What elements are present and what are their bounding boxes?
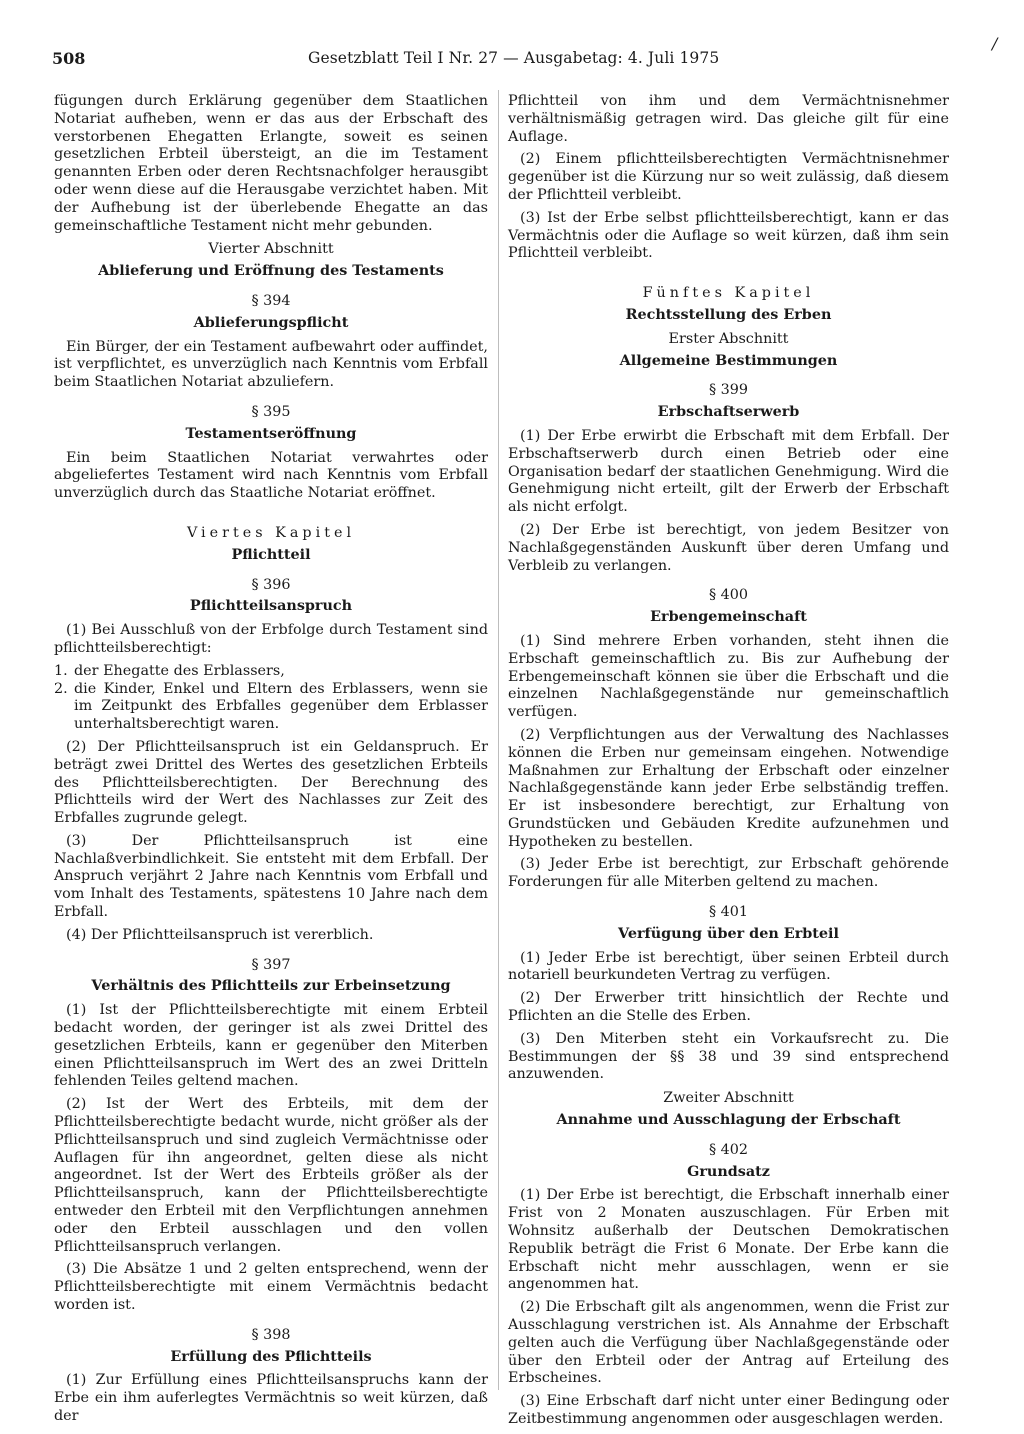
- column-divider: [498, 90, 499, 1390]
- paragraph-title: Erbengemeinschaft: [650, 609, 807, 626]
- chapter-title: Pflichtteil: [231, 546, 311, 563]
- header-title: Gesetzblatt Teil I Nr. 27 — Ausgabetag: 4. Juli 1975: [308, 49, 720, 67]
- paragraph-title: Ablieferungspflicht: [193, 314, 349, 331]
- paragraph-number: § 395: [251, 403, 291, 420]
- list-item: [54, 663, 488, 681]
- section-title: Ablieferung und Eröffnung des Testaments: [98, 263, 444, 280]
- paragraph-title: Testamentseröffnung: [185, 425, 357, 442]
- paragraph: (3) Ist der Erbe selbst pflichtteilsberechtigt, kann er das Vermächtnis oder die Auflage so weit kürzen, daß ihm sein Pflichtteil verbleibt.: [508, 209, 949, 262]
- list-text: der Ehegatte des Erblassers,: [74, 662, 285, 679]
- chapter-heading: Fünftes Kapitel: [642, 285, 815, 302]
- paragraph: (3) Die Absätze 1 und 2 gelten entsprechend, wenn der Pflichtteilsberechtigte mit einem Vermächtnis bedacht worden ist.: [54, 1261, 488, 1314]
- paragraph: (1) Zur Erfüllung eines Pflichtteilsanspruchs kann der Erbe ein ihm auferlegtes Vermächtnis so weit kürzen, daß der: [54, 1372, 488, 1424]
- paragraph: (2) Die Erbschaft gilt als angenommen, wenn die Frist zur Ausschlagung verstrichen ist. Als Annahme der Erbschaft gelten auch die Verfügung über Nachlaßgegenstände oder über den Erbteil oder der Antrag auf Erteilung des Erbscheines.: [508, 1299, 949, 1387]
- paragraph: (2) Ist der Wert des Erbteils, mit dem der Pflichtteilsberechtigte bedacht wurde, nicht größer als der Pflichtteilsanspruch und sind zugleich Vermächtnisse oder Auflagen für ihn angeordnet, gelten diese als nicht angeordnet. Ist der Wert des Erbteils größer als der Pflichtteilsanspruch, kann der Pflichtteilsberechtigte entweder den Erbteil mit den Verpflichtungen annehmen oder den Erbteil ausschlagen und den vollen Pflichtteilsanspruch verlangen.: [54, 1096, 488, 1255]
- paragraph: (2) Der Erbe ist berechtigt, von jedem Besitzer von Nachlaßgegenständen Auskunft über deren Umfang und Verbleib zu verlangen.: [508, 521, 949, 574]
- paragraph: (3) Jeder Erbe ist berechtigt, zur Erbschaft gehörende Forderungen für alle Miterben geltend zu machen.: [508, 856, 949, 891]
- chapter-title: Rechtsstellung des Erben: [625, 306, 832, 323]
- paragraph: (1) Der Erbe ist berechtigt, die Erbschaft innerhalb einer Frist von 2 Monaten auszuschlagen. Für Erben mit Wohnsitz außerhalb der Deutschen Demokratischen Republik beträgt die Frist 6 Monate. Der Erbe kann die Erbschaft nicht mehr ausschlagen, wenn er sie angenommen hat.: [508, 1187, 949, 1293]
- enumeration: [54, 663, 488, 734]
- section-heading: Vierter Abschnitt: [208, 241, 334, 258]
- paragraph: Ein Bürger, der ein Testament aufbewahrt oder auffindet, ist verpflichtet, es unverzüglich nach Kenntnis vom Erbfall beim Staatlichen Notariat abzuliefern.: [54, 338, 488, 391]
- paragraph: (3) Der Pflichtteilsanspruch ist eine Nachlaßverbindlichkeit. Sie entsteht mit dem Erbfall. Der Anspruch verjährt 2 Jahre nach Kenntnis vom Erbfall und vom Inhalt des Testaments, spätestens 10 Jahre nach dem Erbfall.: [54, 832, 488, 921]
- paragraph: (1) Der Erbe erwirbt die Erbschaft mit dem Erbfall. Der Erbschaftserwerb durch einen Betrieb oder eine Organisation bedarf der staatlichen Genehmigung. Wird die Genehmigung nicht erteilt, gilt der Erwerb der Erbschaft als nicht erfolgt.: [508, 427, 949, 516]
- list-item: [54, 681, 488, 734]
- paragraph-title: Verhältnis des Pflichtteils zur Erbeinsetzung: [91, 978, 451, 995]
- chapter-heading: Viertes Kapitel: [186, 524, 356, 541]
- list-number: 2.: [54, 680, 68, 697]
- paragraph-number: § 401: [708, 904, 749, 921]
- paragraph-number: § 397: [251, 956, 291, 973]
- paragraph: (4) Der Pflichtteilsanspruch ist vererblich.: [66, 926, 374, 943]
- page-number: 508: [52, 49, 86, 68]
- paragraph: (2) Der Pflichtteilsanspruch ist ein Geldanspruch. Er beträgt zwei Drittel des Wertes des gesetzlichen Erbteils des Pflichtteilsberechtigten. Der Berechnung des Pflichtteils wird der Wert des Nachlasses zur Zeit des Erbfalles zugrunde gelegt.: [54, 738, 488, 827]
- right-column: [508, 93, 949, 1434]
- paragraph-title: Pflichtteilsanspruch: [189, 598, 353, 615]
- paragraph-title: Erfüllung des Pflichtteils: [170, 1348, 372, 1365]
- section-heading: Zweiter Abschnitt: [663, 1090, 794, 1107]
- section-title: Annahme und Ausschlagung der Erbschaft: [556, 1112, 901, 1129]
- paragraph: (3) Eine Erbschaft darf nicht unter einer Bedingung oder Zeitbestimmung angenommen oder ausgeschlagen werden.: [508, 1393, 949, 1427]
- paragraph: (1) Sind mehrere Erben vorhanden, steht ihnen die Erbschaft gemeinschaftlich zu. Bis zur Aufhebung der Erbengemeinschaft können sie über die Erbschaft und die einzelnen Nachlaßgegenstände nur gemeinschaftlich verfügen.: [508, 632, 949, 721]
- paragraph: Ein beim Staatlichen Notariat verwahrtes oder abgeliefertes Testament wird nach Kenntnis vom Erbfall unverzüglich durch das Staatliche Notariat eröffnet.: [54, 449, 488, 502]
- list-number: 1.: [54, 662, 68, 679]
- paragraph-number: § 394: [251, 292, 291, 309]
- paragraph: (2) Der Erwerber tritt hinsichtlich der Rechte und Pflichten an die Stelle des Erben.: [508, 990, 949, 1025]
- paragraph-number: § 399: [708, 382, 749, 399]
- paragraph-title: Grundsatz: [687, 1163, 770, 1180]
- paragraph-number: § 400: [708, 587, 749, 604]
- paragraph: (2) Verpflichtungen aus der Verwaltung des Nachlasses können die Erben nur gemeinsam eingehen. Notwendige Maßnahmen zur Erhaltung der Erbschaft oder einzelner Nachlaßgegenstände kann jeder Erbe selbständig treffen. Er ist insbesondere berechtigt, zur Erhaltung von Grundstücken und Gebäuden Kredite aufzunehmen und Hypotheken zu bestellen.: [508, 726, 949, 850]
- left-column: [54, 93, 488, 1431]
- paragraph-number: § 398: [251, 1326, 291, 1343]
- paragraph: (3) Den Miterben steht ein Vorkaufsrecht zu. Die Bestimmungen der §§ 38 und 39 sind entsprechend anzuwenden.: [508, 1030, 949, 1083]
- paragraph: (1) Bei Ausschluß von der Erbfolge durch Testament sind pflichtteilsberechtigt:: [54, 622, 488, 656]
- section-heading: Erster Abschnitt: [668, 330, 789, 347]
- paragraph-title: Verfügung über den Erbteil: [618, 925, 839, 942]
- paragraph: (1) Jeder Erbe ist berechtigt, über seinen Erbteil durch notariell beurkundeten Vertrag zu verfügen.: [508, 949, 949, 984]
- paragraph: fügungen durch Erklärung gegenüber dem Staatlichen Notariat aufheben, wenn er das aus der Erbschaft des verstorbenen Ehegatten Erlangte, soweit es seinen gesetzlichen Erbteil übersteigt, an die im Testament genannten Erben oder deren Rechtsnachfolger herausgibt oder wenn diese auf die Herausgabe verzichtet haben. Mit der Aufhebung ist der überlebende Ehegatte an das gemeinschaftliche Testament nicht mehr gebunden.: [54, 93, 488, 234]
- list-text: die Kinder, Enkel und Eltern des Erblassers, wenn sie im Zeitpunkt des Erbfalles gegenüber dem Erblasser unterhaltsberechtigt waren.: [74, 680, 488, 733]
- section-title: Allgemeine Bestimmungen: [619, 352, 838, 369]
- page-header: [52, 49, 952, 71]
- paragraph: (1) Ist der Pflichtteilsberechtigte mit einem Erbteil bedacht worden, der geringer ist als zwei Drittel des gesetzlichen Erbteils, kann er gegenüber den Miterben einen Pflichtteilsanspruch im Wert des an zwei Dritteln fehlenden Teiles geltend machen.: [54, 1002, 488, 1090]
- paragraph: Pflichtteil von ihm und dem Vermächtnisnehmer verhältnismäßig getragen wird. Das gleiche gilt für eine Auflage.: [508, 93, 949, 145]
- paragraph-title: Erbschaftserwerb: [657, 404, 800, 421]
- paragraph: (2) Einem pflichtteilsberechtigten Vermächtnisnehmer gegenüber ist die Kürzung nur so weit zulässig, daß diesem der Pflichtteil verbleibt.: [508, 151, 949, 203]
- paragraph-number: § 402: [708, 1141, 749, 1158]
- margin-mark: /: [992, 34, 998, 53]
- paragraph-number: § 396: [251, 576, 291, 593]
